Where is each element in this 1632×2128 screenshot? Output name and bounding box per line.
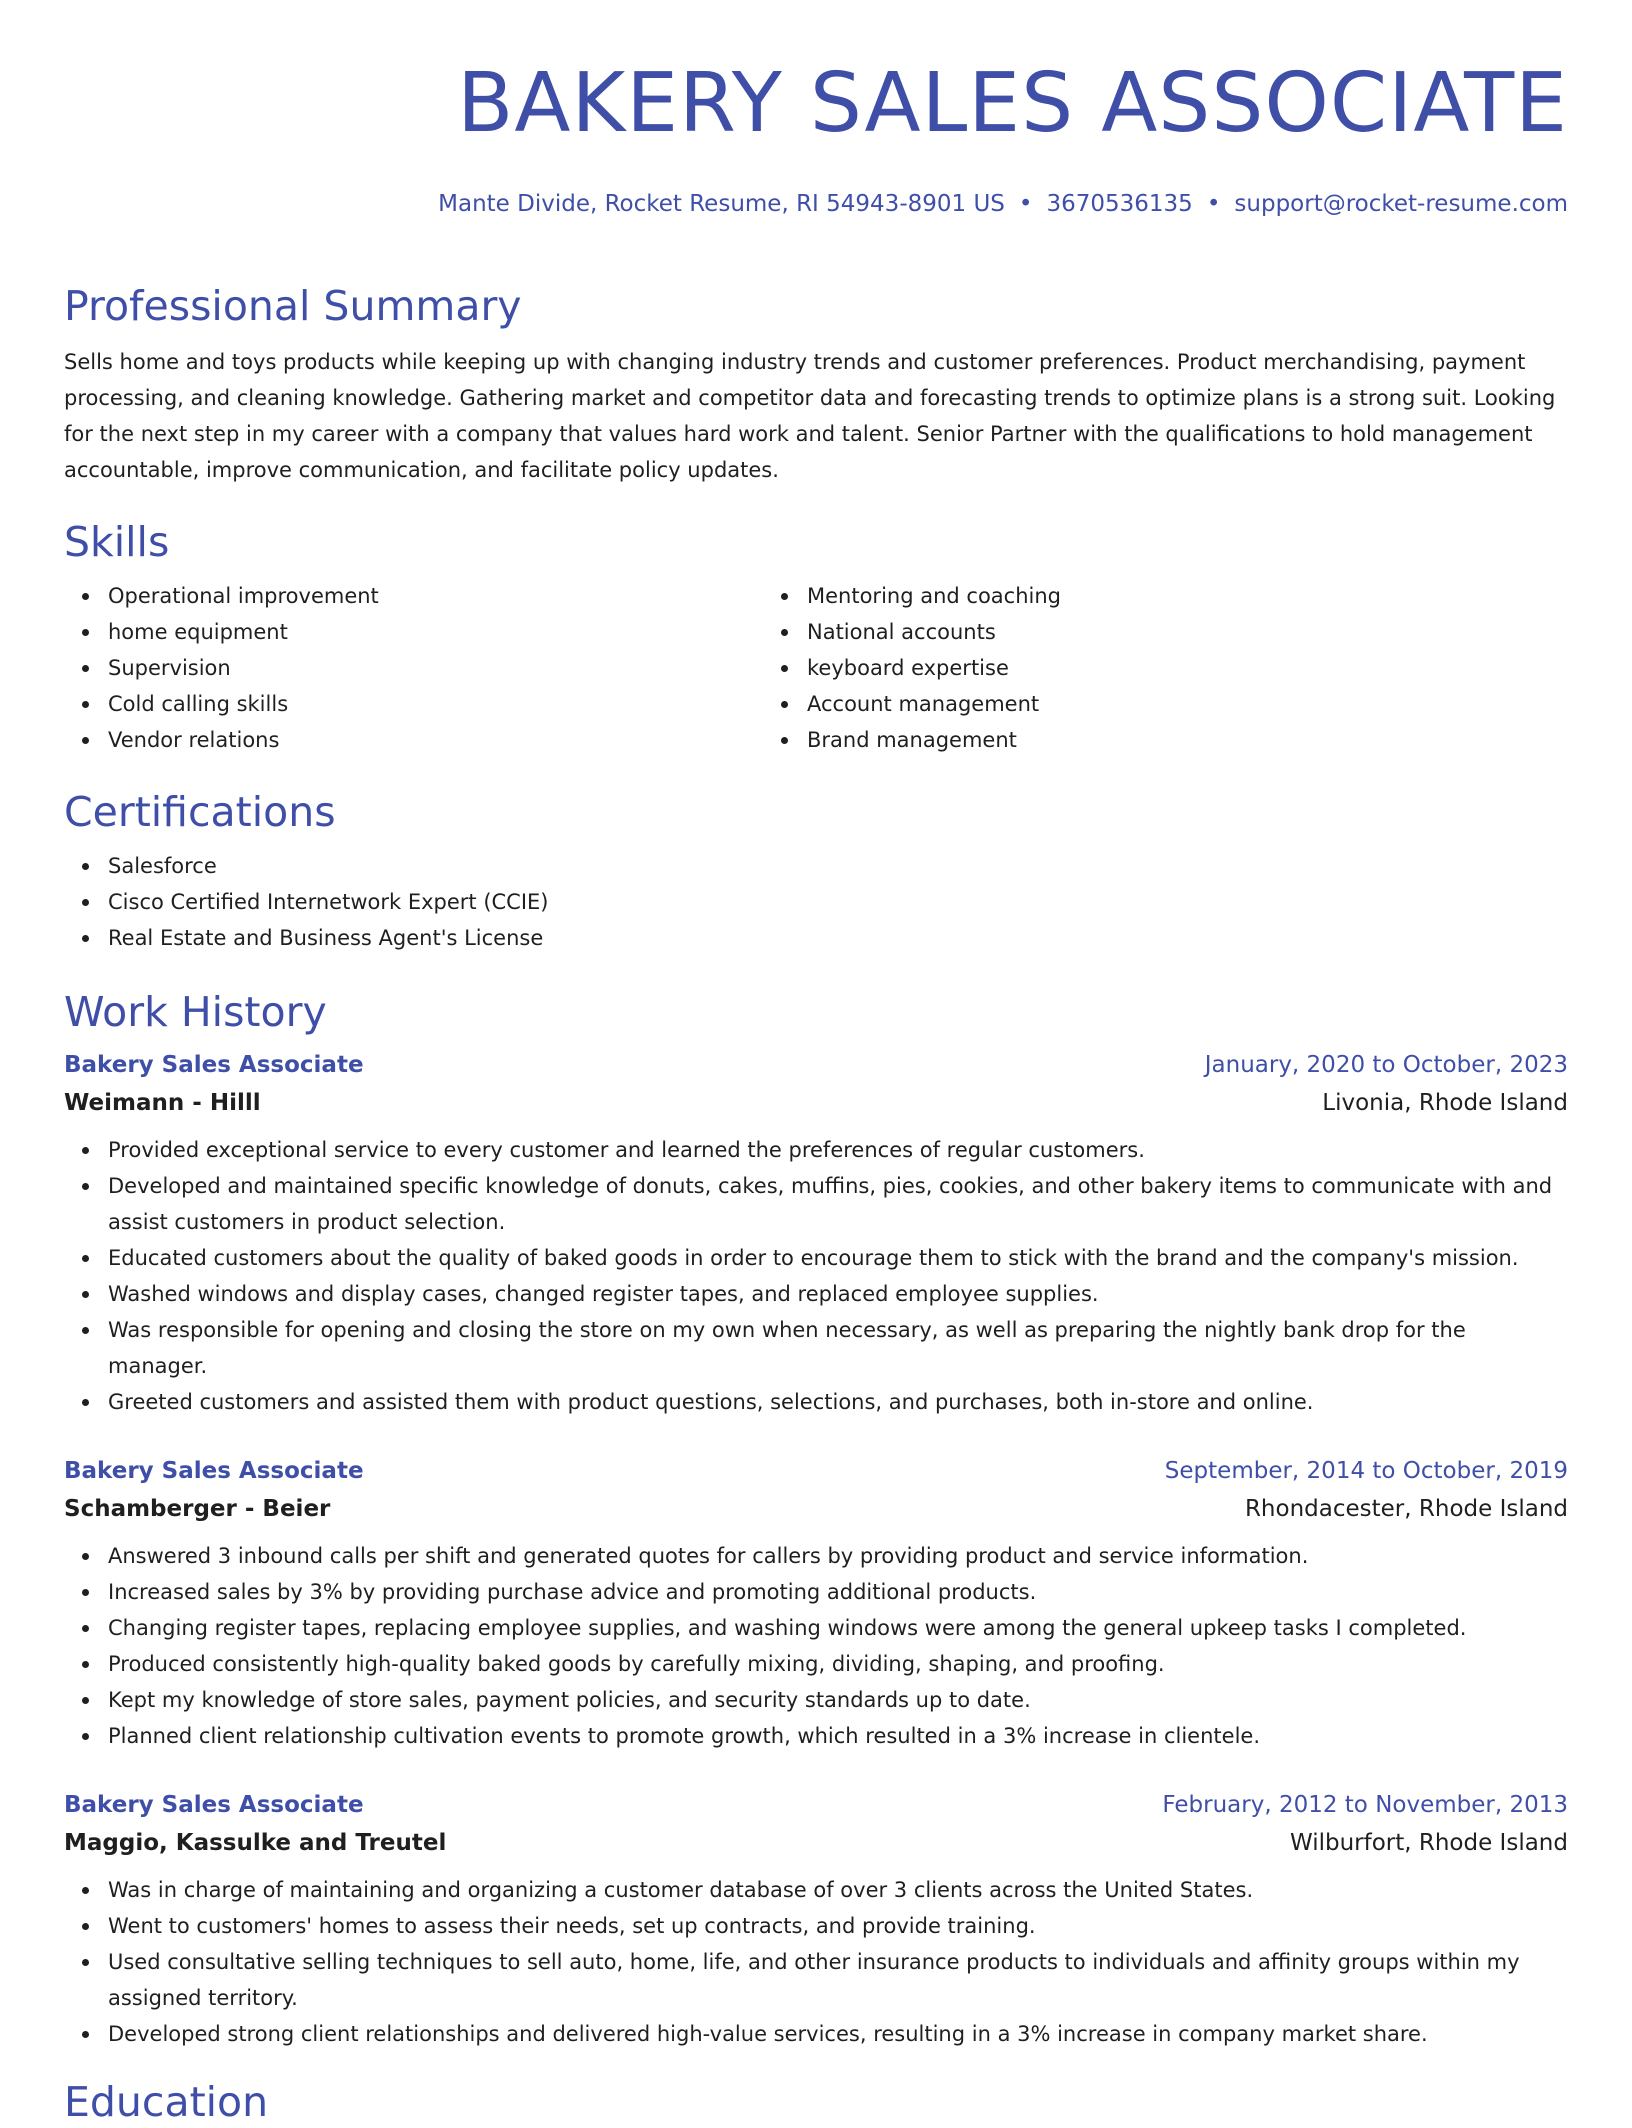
job-bullet: Answered 3 inbound calls per shift and generated quotes for callers by providing product and service information. bbox=[108, 1538, 1568, 1574]
skills-list-right bbox=[763, 578, 1462, 758]
skills-list-left bbox=[64, 578, 763, 758]
contact-email[interactable]: support@rocket-resume.com bbox=[1234, 191, 1568, 217]
job-bullet: Kept my knowledge of store sales, payment policies, and security standards up to date. bbox=[108, 1682, 1568, 1718]
contact-separator: • bbox=[1018, 191, 1033, 217]
job-bullet: Washed windows and display cases, changed register tapes, and replaced employee supplies. bbox=[108, 1276, 1568, 1312]
job-title-row bbox=[64, 1046, 1568, 1084]
certification-item: Cisco Certified Internetwork Expert (CCIE) bbox=[108, 884, 1568, 920]
job-bullet: Increased sales by 3% by providing purchase advice and promoting additional products. bbox=[108, 1574, 1568, 1610]
job-dates: September, 2014 to October, 2019 bbox=[1164, 1458, 1568, 1484]
skill-item: Supervision bbox=[108, 650, 763, 686]
skill-item: Mentoring and coaching bbox=[807, 578, 1462, 614]
certifications-section bbox=[64, 786, 1568, 956]
skill-item: Brand management bbox=[807, 722, 1462, 758]
job-bullet: Greeted customers and assisted them with product questions, selections, and purchases, both in-store and online. bbox=[108, 1384, 1568, 1420]
resume-name: BAKERY SALES ASSOCIATE bbox=[457, 56, 1568, 151]
resume-page bbox=[64, 0, 1568, 2128]
job-company-row bbox=[64, 1084, 1568, 1122]
job-entry bbox=[64, 1452, 1568, 1754]
summary-section bbox=[64, 280, 1568, 488]
job-location: Rhondacester, Rhode Island bbox=[1244, 1496, 1568, 1522]
skill-item: Operational improvement bbox=[108, 578, 763, 614]
job-bullet: Provided exceptional service to every customer and learned the preferences of regular customers. bbox=[108, 1132, 1568, 1168]
contact-phone: 3670536135 bbox=[1046, 191, 1193, 217]
job-company: Schamberger - Beier bbox=[64, 1496, 331, 1522]
job-title-row bbox=[64, 1786, 1568, 1824]
job-bullets bbox=[64, 1538, 1568, 1754]
certification-item: Salesforce bbox=[108, 848, 1568, 884]
skill-item: Account management bbox=[807, 686, 1462, 722]
job-bullet: Developed strong client relationships and delivered high-value services, resulting in a 3% increase in company market share. bbox=[108, 2016, 1568, 2052]
job-bullet: Planned client relationship cultivation events to promote growth, which resulted in a 3% increase in clientele. bbox=[108, 1718, 1568, 1754]
certification-item: Real Estate and Business Agent's License bbox=[108, 920, 1568, 956]
job-company-row bbox=[64, 1824, 1568, 1862]
job-bullet: Changing register tapes, replacing employee supplies, and washing windows were among the general upkeep tasks I completed. bbox=[108, 1610, 1568, 1646]
job-dates: January, 2020 to October, 2023 bbox=[1204, 1052, 1568, 1078]
job-location: Livonia, Rhode Island bbox=[1322, 1090, 1568, 1116]
certifications-list bbox=[64, 848, 1568, 956]
job-location: Wilburfort, Rhode Island bbox=[1289, 1830, 1568, 1856]
job-bullet: Developed and maintained specific knowledge of donuts, cakes, muffins, pies, cookies, and other bakery items to communicate with and assist customers in product selection. bbox=[108, 1168, 1568, 1240]
job-title: Bakery Sales Associate bbox=[64, 1052, 364, 1078]
skills-heading: Skills bbox=[64, 518, 170, 566]
skill-item: Cold calling skills bbox=[108, 686, 763, 722]
job-company-row bbox=[64, 1490, 1568, 1528]
work-history-section bbox=[64, 986, 1568, 2052]
job-bullet: Educated customers about the quality of baked goods in order to encourage them to stick with the brand and the company's mission. bbox=[108, 1240, 1568, 1276]
contact-separator: • bbox=[1206, 191, 1221, 217]
skill-item: Vendor relations bbox=[108, 722, 763, 758]
contact-address: Mante Divide, Rocket Resume, RI 54943-8901 US bbox=[438, 191, 1005, 217]
job-title: Bakery Sales Associate bbox=[64, 1792, 364, 1818]
skill-item: National accounts bbox=[807, 614, 1462, 650]
job-bullets bbox=[64, 1132, 1568, 1420]
job-bullet: Produced consistently high-quality baked goods by carefully mixing, dividing, shaping, and proofing. bbox=[108, 1646, 1568, 1682]
job-bullet: Used consultative selling techniques to sell auto, home, life, and other insurance products to individuals and affinity groups within my assigned territory. bbox=[108, 1944, 1568, 2016]
summary-heading: Professional Summary bbox=[64, 282, 522, 330]
job-company: Weimann - Hilll bbox=[64, 1090, 261, 1116]
job-bullet: Went to customers' homes to assess their needs, set up contracts, and provide training. bbox=[108, 1908, 1568, 1944]
skills-columns bbox=[64, 578, 1568, 758]
job-entry bbox=[64, 1786, 1568, 2052]
job-bullet: Was in charge of maintaining and organizing a customer database of over 3 clients across the United States. bbox=[108, 1872, 1568, 1908]
work-history-heading: Work History bbox=[64, 988, 327, 1036]
job-title-row bbox=[64, 1452, 1568, 1490]
education-section bbox=[64, 2076, 1568, 2128]
job-company: Maggio, Kassulke and Treutel bbox=[64, 1830, 447, 1856]
job-entry bbox=[64, 1046, 1568, 1420]
job-dates: February, 2012 to November, 2013 bbox=[1162, 1792, 1568, 1818]
job-title: Bakery Sales Associate bbox=[64, 1458, 364, 1484]
job-bullets bbox=[64, 1872, 1568, 2052]
skills-section bbox=[64, 516, 1568, 758]
skill-item: keyboard expertise bbox=[807, 650, 1462, 686]
education-heading: Education bbox=[64, 2078, 269, 2126]
summary-text: Sells home and toys products while keeping up with changing industry trends and customer preferences. Product merchandising, payment processing, and cleaning knowledge. Gathering market and competitor data and forecasting trends to optimize plans is a strong suit. Looking for the next step in my career with a company that values hard work and talent. Senior Partner with the qualifications to hold management accountable, improve communication, and facilitate policy updates. bbox=[64, 350, 1556, 482]
skill-item: home equipment bbox=[108, 614, 763, 650]
contact-line bbox=[64, 188, 1568, 220]
certifications-heading: Certifications bbox=[64, 788, 336, 836]
job-bullet: Was responsible for opening and closing the store on my own when necessary, as well as preparing the nightly bank drop for the manager. bbox=[108, 1312, 1568, 1384]
